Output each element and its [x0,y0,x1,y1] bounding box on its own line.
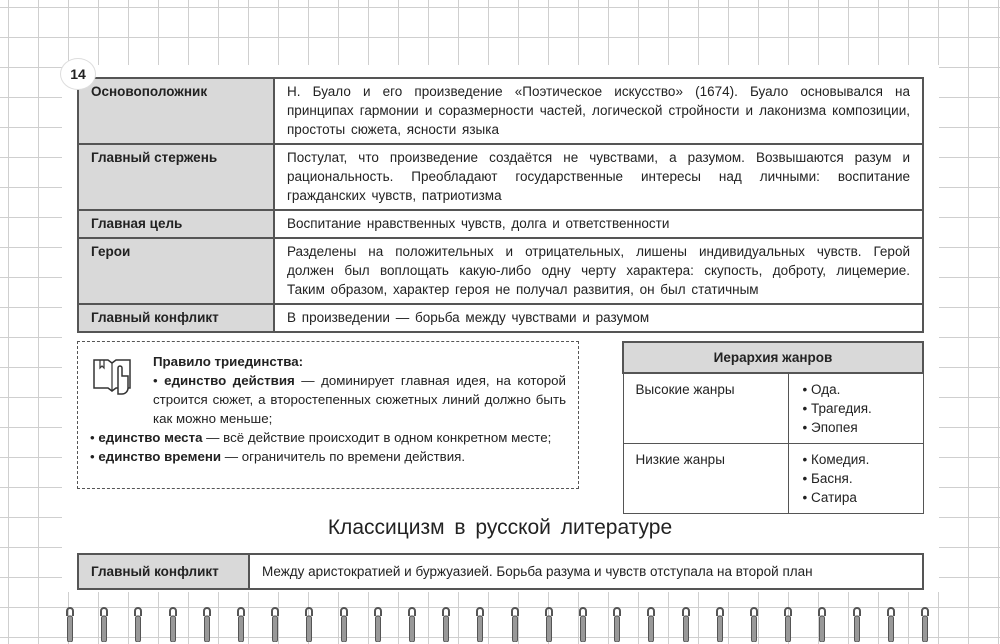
row-text: В произведении — борьба между чувствами и разумом [274,304,923,332]
book-pointer-icon [92,354,132,398]
table-row [78,304,923,332]
row-label: Главный конфликт [78,304,274,332]
binding-ring-icon [817,606,827,642]
binding-ring-icon [133,606,143,642]
row-label: Герои [78,238,274,304]
binding-ring-icon [646,606,656,642]
row-text: Разделены на положительных и отрицательных, лишены индивидуальных чувств. Герой должен был воплощать какую-либо одну черту характера: скупость, доброту, лицемерие. Таким образом, характер героя не получал развития, он был статичным [274,238,923,304]
binding-ring-icon [373,606,383,642]
hierarchy-title: Иерархия жанров [623,342,923,373]
binding-ring-icon [441,606,451,642]
table-row [78,554,923,589]
binding-ring-icon [236,606,246,642]
rule-title: Правило триединства: [153,354,304,369]
binding-ring-icon [168,606,178,642]
page-number: 14 [60,58,96,90]
genre-level: Низкие жанры [623,444,788,514]
genre-list: • Ода. • Трагедия. • Эпопея [801,380,911,437]
binding-ring-icon [852,606,862,642]
table-row [623,444,923,514]
binding-ring-icon [920,606,930,642]
binding-ring-icon [783,606,793,642]
binding-ring-icon [99,606,109,642]
binding-ring-icon [202,606,212,642]
rule-item: • единство действия — доминирует главная идея, на которой строится сюжет, а второстепенных сюжетных линий должно быть как можно меньше; [153,373,566,426]
rule-text-continued [90,428,566,466]
rule-text [153,352,566,428]
binding-ring-icon [681,606,691,642]
row-label: Главный конфликт [78,554,249,589]
table-row [78,210,923,238]
row-label: Главная цель [78,210,274,238]
binding-ring-icon [544,606,554,642]
rule-item: • единство места — всё действие происходит в одном конкретном месте; [90,430,552,445]
binding-ring-icon [270,606,280,642]
rule-item: • единство времени — ограничитель по времени действия. [90,449,466,464]
row-text: Воспитание нравственных чувств, долга и ответственности [274,210,923,238]
table-row [78,238,923,304]
binding-ring-icon [612,606,622,642]
classicism-table [77,77,924,333]
row-text: Между аристократией и буржуазией. Борьба разума и чувств отступала на второй план [249,554,923,589]
table-row [78,144,923,210]
row-text: Постулат, что произведение создаётся не чувствами, а разумом. Возвышаются разум и рациональность. Преобладают государственные интересы над личными: воспитание гражданских чувств, патриотизма [274,144,923,210]
binding-ring-icon [715,606,725,642]
russian-classicism-table [77,553,924,590]
binding-ring-icon [749,606,759,642]
row-label: Главный стержень [78,144,274,210]
binding-ring-icon [304,606,314,642]
row-label: Основоположник [78,78,274,144]
row-text: Н. Буало и его произведение «Поэтическое искусство» (1674). Буало основывался на принципах гармонии и соразмерности частей, логической стройности и лаконизма композиции, простоты сюжета, ясности языка [274,78,923,144]
binding-ring-icon [475,606,485,642]
binding-ring-icon [339,606,349,642]
unity-rule-box [77,341,579,489]
binding-ring-icon [510,606,520,642]
binding-ring-icon [407,606,417,642]
binding-ring-icon [65,606,75,642]
spiral-binding [65,606,945,644]
genre-hierarchy-table [622,341,924,514]
binding-ring-icon [886,606,896,642]
genre-list: • Комедия. • Басня. • Сатира [801,450,911,507]
binding-ring-icon [578,606,588,642]
table-row [623,373,923,444]
table-row [78,78,923,144]
section-title: Классицизм в русской литературе [327,516,673,539]
genre-level: Высокие жанры [623,373,788,444]
